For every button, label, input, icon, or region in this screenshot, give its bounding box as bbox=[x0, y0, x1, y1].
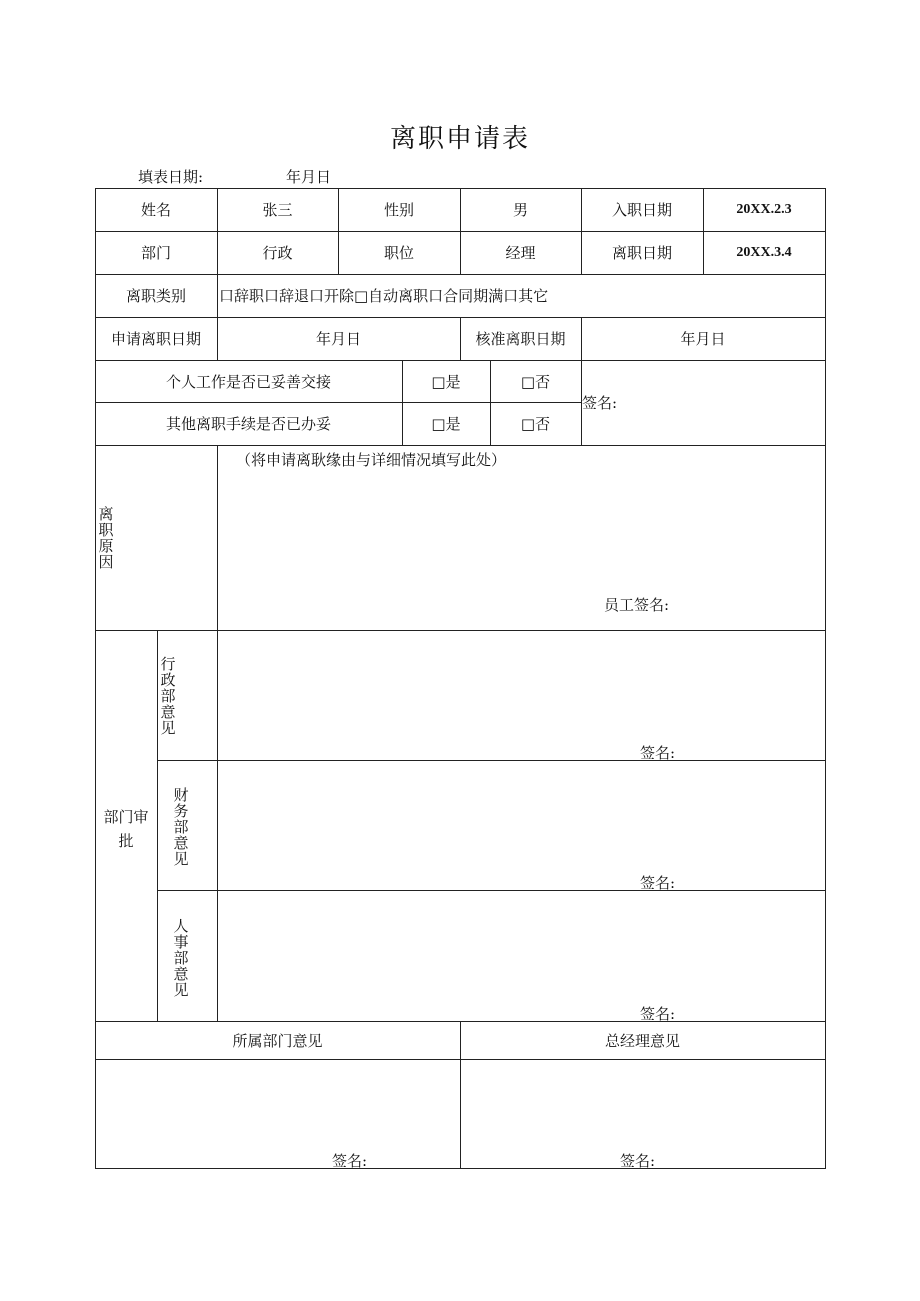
finance-sign-label[interactable]: 签名: bbox=[640, 874, 676, 892]
name-value[interactable]: 张三 bbox=[262, 201, 293, 219]
rule bbox=[825, 188, 826, 1169]
page-title: 离职申请表 bbox=[389, 124, 530, 154]
gm-opinion-header: 总经理意见 bbox=[604, 1031, 680, 1050]
join-date-value[interactable]: 20XX.2.3 bbox=[736, 201, 792, 217]
rule bbox=[157, 890, 826, 891]
position-value[interactable]: 经理 bbox=[505, 244, 536, 262]
rule bbox=[95, 445, 826, 446]
handover-2-no-checkbox[interactable]: □否 bbox=[520, 415, 551, 433]
rule bbox=[217, 445, 218, 1021]
handover-2-yes-checkbox[interactable]: □是 bbox=[431, 415, 461, 433]
handover-1-no-checkbox[interactable]: □否 bbox=[520, 372, 551, 391]
hr-opinion-label: 人事部意见 bbox=[173, 917, 189, 999]
gender-value[interactable]: 男 bbox=[512, 201, 528, 219]
dept-opinion-header: 所属部门意见 bbox=[232, 1031, 323, 1050]
rule bbox=[157, 630, 158, 1021]
approve-date-label: 核准离职日期 bbox=[475, 330, 566, 348]
hr-sign-label[interactable]: 签名: bbox=[640, 1005, 676, 1023]
reason-label: 离职原因 bbox=[98, 505, 114, 571]
handover-sign-label[interactable]: 签名: bbox=[582, 394, 618, 412]
fill-date bbox=[138, 166, 332, 187]
gm-opinion-sign-label[interactable]: 签名: bbox=[620, 1152, 656, 1170]
leave-date-label: 离职日期 bbox=[611, 244, 672, 262]
rule bbox=[157, 760, 826, 761]
handover-1-yes-checkbox[interactable]: □是 bbox=[431, 372, 461, 391]
admin-opinion-label: 行政部意见 bbox=[160, 655, 176, 737]
name-label: 姓名 bbox=[140, 201, 171, 219]
reason-hint[interactable]: （将申请离耿缘由与详细情况填写此处） bbox=[236, 451, 507, 469]
approval-label: 部门审批 bbox=[103, 808, 149, 850]
join-date-label: 入职日期 bbox=[611, 201, 672, 219]
leave-date-value[interactable]: 20XX.3.4 bbox=[736, 244, 792, 260]
handover-question-2: 其他离职手续是否已办妥 bbox=[165, 415, 331, 433]
admin-sign-label[interactable]: 签名: bbox=[640, 744, 676, 762]
approve-date-value[interactable]: 年月日 bbox=[680, 330, 726, 348]
apply-date-label: 申请离职日期 bbox=[110, 330, 201, 348]
rule bbox=[95, 630, 826, 631]
category-options[interactable]: 口辞职口辞退口开除□自动离职口合同期满口其它 bbox=[219, 287, 549, 305]
apply-date-value[interactable]: 年月日 bbox=[315, 330, 361, 348]
position-label: 职位 bbox=[383, 244, 414, 262]
handover-question-1: 个人工作是否已妥善交接 bbox=[165, 372, 331, 391]
category-label: 离职类别 bbox=[125, 287, 186, 305]
dept-opinion-sign-label[interactable]: 签名: bbox=[332, 1152, 368, 1170]
employee-sign-label[interactable]: 员工签名: bbox=[604, 596, 670, 614]
gender-label: 性别 bbox=[383, 201, 414, 219]
finance-opinion-label: 财务部意见 bbox=[173, 786, 189, 868]
dept-value[interactable]: 行政 bbox=[262, 244, 293, 262]
fill-date-label: 填表日期: bbox=[138, 168, 204, 186]
dept-label: 部门 bbox=[140, 244, 171, 262]
fill-date-value: 年月日 bbox=[286, 168, 332, 186]
